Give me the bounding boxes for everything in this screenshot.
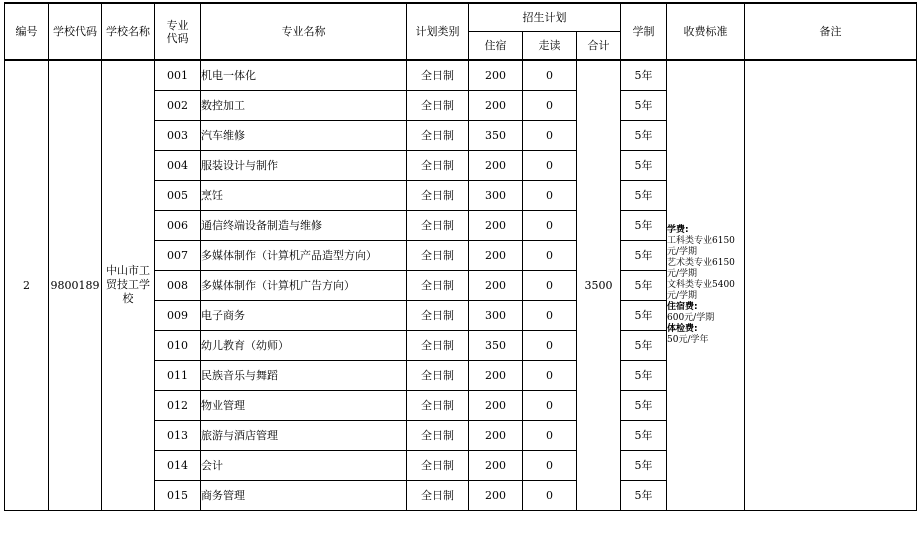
tuition-line: 工科类专业6150 xyxy=(667,235,735,246)
plan-type: 全日制 xyxy=(407,180,469,210)
major-code: 008 xyxy=(155,270,201,300)
major-code: 004 xyxy=(155,150,201,180)
major-code: 006 xyxy=(155,210,201,240)
table-row xyxy=(5,60,917,90)
enrollment-table xyxy=(4,2,917,511)
boarding-count: 200 xyxy=(469,390,523,420)
duration: 5年 xyxy=(621,330,667,360)
major-code: 015 xyxy=(155,480,201,510)
duration: 5年 xyxy=(621,210,667,240)
tuition-line: 元/学期 xyxy=(667,290,698,301)
major-name: 会计 xyxy=(201,450,407,480)
boarding-count: 200 xyxy=(469,60,523,90)
major-code: 009 xyxy=(155,300,201,330)
duration: 5年 xyxy=(621,300,667,330)
duration: 5年 xyxy=(621,60,667,90)
boarding-count: 350 xyxy=(469,330,523,360)
plan-type: 全日制 xyxy=(407,300,469,330)
major-code: 001 xyxy=(155,60,201,90)
major-name: 多媒体制作（计算机产品造型方向） xyxy=(201,240,407,270)
col-header-remarks: 备注 xyxy=(745,3,917,60)
medical-line: 50元/学年 xyxy=(667,334,709,345)
boarding-count: 300 xyxy=(469,300,523,330)
boarding-count: 200 xyxy=(469,210,523,240)
major-code: 011 xyxy=(155,360,201,390)
boarding-count: 200 xyxy=(469,150,523,180)
day-count: 0 xyxy=(523,450,577,480)
duration: 5年 xyxy=(621,150,667,180)
boarding-count: 200 xyxy=(469,90,523,120)
duration: 5年 xyxy=(621,240,667,270)
major-name: 商务管理 xyxy=(201,480,407,510)
plan-type: 全日制 xyxy=(407,270,469,300)
col-header-total: 合计 xyxy=(577,31,621,60)
major-code: 003 xyxy=(155,120,201,150)
tuition-line: 文科类专业5400 xyxy=(667,279,735,290)
lodging-heading: 住宿费: xyxy=(667,301,698,312)
plan-type: 全日制 xyxy=(407,240,469,270)
medical-heading: 体检费: xyxy=(667,323,698,334)
total-plan: 3500 xyxy=(577,60,621,510)
col-header-plan-type: 计划类别 xyxy=(407,3,469,60)
plan-type: 全日制 xyxy=(407,420,469,450)
major-code: 012 xyxy=(155,390,201,420)
duration: 5年 xyxy=(621,270,667,300)
duration: 5年 xyxy=(621,420,667,450)
plan-type: 全日制 xyxy=(407,60,469,90)
remarks-cell xyxy=(745,60,917,510)
day-count: 0 xyxy=(523,60,577,90)
col-header-major-name: 专业名称 xyxy=(201,3,407,60)
school-code: 9800189 xyxy=(49,60,102,510)
major-code: 013 xyxy=(155,420,201,450)
major-name: 幼儿教育（幼师） xyxy=(201,330,407,360)
major-name: 烹饪 xyxy=(201,180,407,210)
major-code: 005 xyxy=(155,180,201,210)
plan-type: 全日制 xyxy=(407,150,469,180)
major-name: 物业管理 xyxy=(201,390,407,420)
boarding-count: 350 xyxy=(469,120,523,150)
day-count: 0 xyxy=(523,360,577,390)
plan-type: 全日制 xyxy=(407,120,469,150)
plan-type: 全日制 xyxy=(407,330,469,360)
boarding-count: 200 xyxy=(469,360,523,390)
col-header-enroll-plan: 招生计划 xyxy=(469,3,621,31)
boarding-count: 200 xyxy=(469,480,523,510)
col-header-school-name: 学校名称 xyxy=(102,3,155,60)
duration: 5年 xyxy=(621,390,667,420)
plan-type: 全日制 xyxy=(407,450,469,480)
major-name: 通信终端设备制造与维修 xyxy=(201,210,407,240)
boarding-count: 200 xyxy=(469,240,523,270)
major-name: 民族音乐与舞蹈 xyxy=(201,360,407,390)
duration: 5年 xyxy=(621,180,667,210)
col-header-school-code: 学校代码 xyxy=(49,3,102,60)
major-name: 电子商务 xyxy=(201,300,407,330)
enrollment-table-wrapper xyxy=(4,2,917,511)
day-count: 0 xyxy=(523,150,577,180)
major-name: 多媒体制作（计算机广告方向） xyxy=(201,270,407,300)
boarding-count: 300 xyxy=(469,180,523,210)
duration: 5年 xyxy=(621,480,667,510)
day-count: 0 xyxy=(523,480,577,510)
col-header-serial: 编号 xyxy=(5,3,49,60)
tuition-line: 元/学期 xyxy=(667,268,698,279)
col-header-boarding: 住宿 xyxy=(469,31,523,60)
enrollment-table-body xyxy=(5,60,917,510)
day-count: 0 xyxy=(523,300,577,330)
major-name: 数控加工 xyxy=(201,90,407,120)
col-header-major-code: 专业代码 xyxy=(155,3,201,60)
day-count: 0 xyxy=(523,330,577,360)
duration: 5年 xyxy=(621,120,667,150)
day-count: 0 xyxy=(523,90,577,120)
lodging-line: 600元/学期 xyxy=(667,312,715,323)
plan-type: 全日制 xyxy=(407,210,469,240)
boarding-count: 200 xyxy=(469,270,523,300)
major-code: 010 xyxy=(155,330,201,360)
major-code: 014 xyxy=(155,450,201,480)
duration: 5年 xyxy=(621,90,667,120)
day-count: 0 xyxy=(523,420,577,450)
major-name: 汽车维修 xyxy=(201,120,407,150)
major-name: 旅游与酒店管理 xyxy=(201,420,407,450)
boarding-count: 200 xyxy=(469,450,523,480)
day-count: 0 xyxy=(523,120,577,150)
tuition-line: 艺术类专业6150 xyxy=(667,257,735,268)
duration: 5年 xyxy=(621,450,667,480)
day-count: 0 xyxy=(523,210,577,240)
major-code: 007 xyxy=(155,240,201,270)
day-count: 0 xyxy=(523,390,577,420)
day-count: 0 xyxy=(523,270,577,300)
school-serial: 2 xyxy=(5,60,49,510)
plan-type: 全日制 xyxy=(407,480,469,510)
tuition-line: 元/学期 xyxy=(667,246,698,257)
plan-type: 全日制 xyxy=(407,360,469,390)
col-header-day: 走读 xyxy=(523,31,577,60)
col-header-duration: 学制 xyxy=(621,3,667,60)
school-name: 中山市工贸技工学校 xyxy=(102,60,155,510)
plan-type: 全日制 xyxy=(407,90,469,120)
duration: 5年 xyxy=(621,360,667,390)
major-name: 服装设计与制作 xyxy=(201,150,407,180)
day-count: 0 xyxy=(523,240,577,270)
major-code: 002 xyxy=(155,90,201,120)
major-name: 机电一体化 xyxy=(201,60,407,90)
col-header-fee-standard: 收费标准 xyxy=(667,3,745,60)
boarding-count: 200 xyxy=(469,420,523,450)
tuition-heading: 学费: xyxy=(667,224,689,235)
plan-type: 全日制 xyxy=(407,390,469,420)
day-count: 0 xyxy=(523,180,577,210)
fee-standard xyxy=(667,60,745,510)
